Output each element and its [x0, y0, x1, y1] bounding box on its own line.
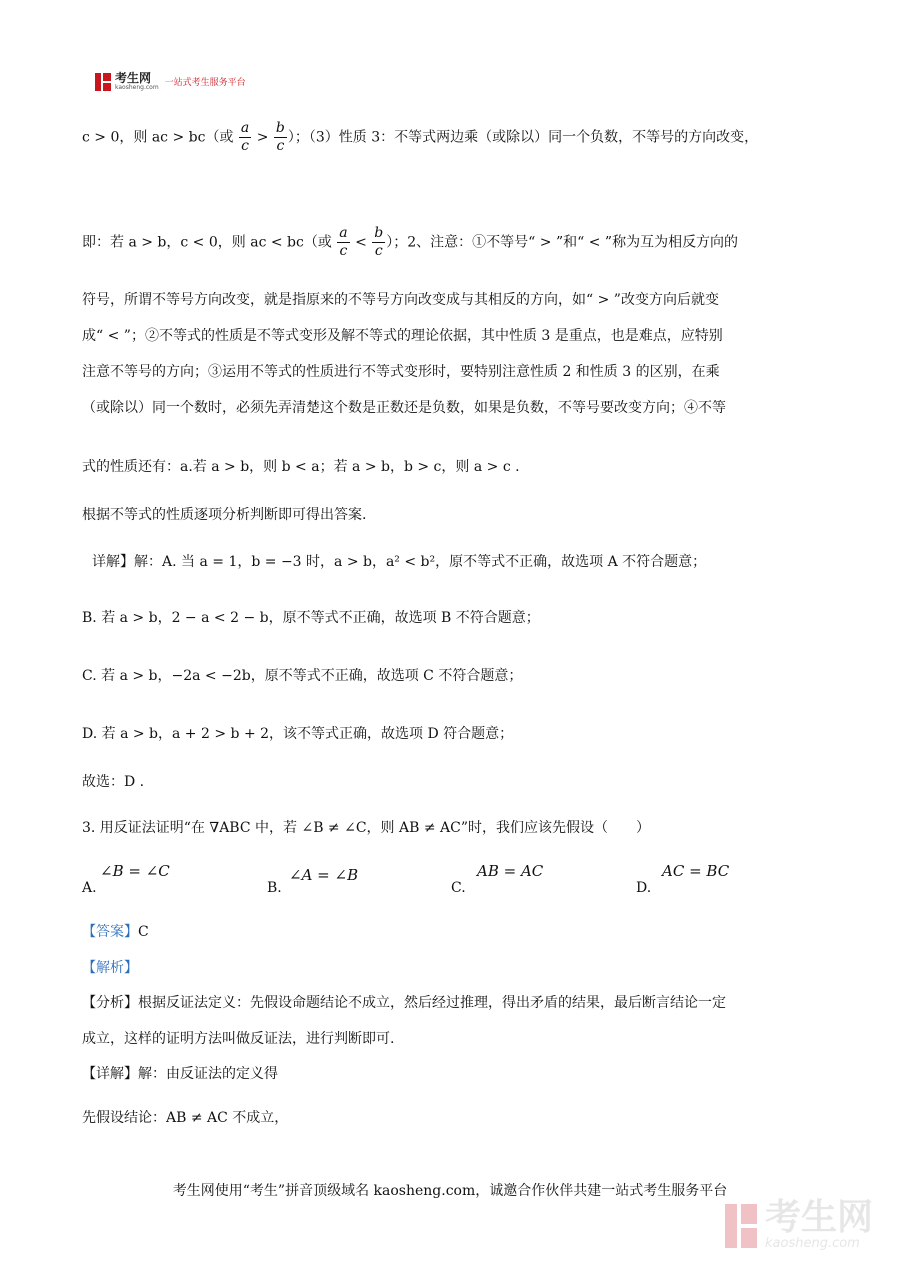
text-line-7: 式的性质还有：a.若 a > b，则 b < a；若 a > b，b > c，则 a > c .	[82, 459, 520, 475]
answer-tag: 【答案】	[82, 924, 138, 940]
fraction-a-over-c: $\frac{a}{c}$	[240, 120, 250, 154]
logo-mark-icon	[95, 73, 111, 91]
fraction-b-over-c: $\frac{b}{c}$	[275, 120, 285, 154]
page-footer: 考生网使用“考生”拼音顶级域名 kaosheng.com，诚邀合作伙伴共建一站式考生服务平台	[172, 1183, 728, 1199]
watermark	[725, 1197, 874, 1251]
text-line-9: 详解】解：A. 当 a = 1，b = −3 时，a > b，a² < b²，原不等式不正确，故选项 A 不符合题意；	[92, 554, 707, 570]
last-line: 先假设结论：AB ≠ AC 不成立，	[82, 1110, 289, 1126]
option-b-expr: ∠A = ∠B	[289, 866, 359, 884]
answer-line	[82, 922, 840, 942]
option-b-label: B.	[267, 880, 282, 896]
fenxi-text-1: 根据反证法定义：先假设命题结论不成立，然后经过推理，得出矛盾的结果，最后断言结论一定	[138, 995, 726, 1011]
text-line-12: D. 若 a > b，a + 2 > b + 2，该不等式正确，故选项 D 符合题意；	[82, 726, 514, 742]
fenxi-tag: 【分析】	[82, 995, 138, 1011]
watermark-logo-icon	[725, 1204, 757, 1248]
option-c-label: C.	[451, 880, 466, 896]
option-c-expr: AB = AC	[477, 862, 544, 880]
l2-lt: <	[350, 234, 372, 251]
option-d-label: D.	[636, 880, 652, 896]
watermark-name: 考生网	[765, 1197, 874, 1238]
xiangjie-text: 解：由反证法的定义得	[138, 1066, 278, 1082]
text-line-8: 根据不等式的性质逐项分析判断即可得出答案.	[82, 507, 367, 523]
analysis-tag: 【解析】	[82, 960, 138, 976]
logo-domain: kaosheng.com	[115, 84, 159, 91]
watermark-domain: kaosheng.com	[765, 1236, 860, 1251]
l2-part-a: 即：若 a > b，c < 0，则 ac < bc（或	[82, 234, 337, 251]
xiangjie-tag: 【详解】	[82, 1066, 138, 1082]
text-line-11: C. 若 a > b，−2a < −2b，原不等式不正确，故选项 C 不符合题意；	[82, 668, 523, 684]
xiangjie-line	[82, 1064, 840, 1084]
question-3: 3. 用反证法证明“在 ∇ABC 中，若 ∠B ≠ ∠C，则 AB ≠ AC”时，我们应该先假设（ ）	[82, 820, 651, 836]
text-line-4: 成“ < ”；②不等式的性质是不等式变形及解不等式的理论依据，其中性质 3 是重点，也是难点，应特别	[82, 328, 723, 344]
text-line-10: B. 若 a > b，2 − a < 2 − b，原不等式不正确，故选项 B 不符合题意；	[82, 610, 540, 626]
logo-slogan: 一站式考生服务平台	[164, 78, 246, 88]
option-a-label: A.	[82, 880, 97, 896]
logo-name: 考生网	[115, 71, 152, 85]
fenxi-line-1	[82, 993, 840, 1013]
answer-value: C	[138, 924, 149, 940]
text-line-13: 故选：D .	[82, 774, 145, 790]
site-logo	[95, 72, 246, 91]
l1-gt: >	[252, 129, 273, 146]
l1-part-b: ）；（3）性质 3：不等式两边乘（或除以）同一个负数，不等号的方向改变，	[287, 129, 759, 146]
l1-part-a: c > 0，则 ac > bc（或	[82, 129, 238, 146]
fraction-b-over-c-2: $\frac{b}{c}$	[374, 225, 384, 259]
text-line-6: （或除以）同一个数时，必须先弄清楚这个数是正数还是负数，如果是负数，不等号要改变方向；④不等	[82, 400, 726, 416]
fenxi-line-2: 成立，这样的证明方法叫做反证法，进行判断即可.	[82, 1031, 395, 1047]
option-d-expr: AC = BC	[662, 862, 730, 880]
text-line-5: 注意不等号的方向；③运用不等式的性质进行不等式变形时，要特别注意性质 2 和性质 3 的区别，在乘	[82, 364, 720, 380]
fraction-a-over-c-2: $\frac{a}{c}$	[339, 225, 348, 259]
l2-part-b: ）；2、注意：①不等号“ > ”和“ < ”称为互为相反方向的	[386, 234, 739, 251]
option-a-expr: ∠B = ∠C	[100, 862, 170, 880]
text-line-2	[82, 225, 840, 260]
text-line-3: 符号，所谓不等号方向改变，就是指原来的不等号方向改变成与其相反的方向，如“ > ”改变方向后就变	[82, 292, 719, 308]
text-line-1	[82, 120, 840, 155]
